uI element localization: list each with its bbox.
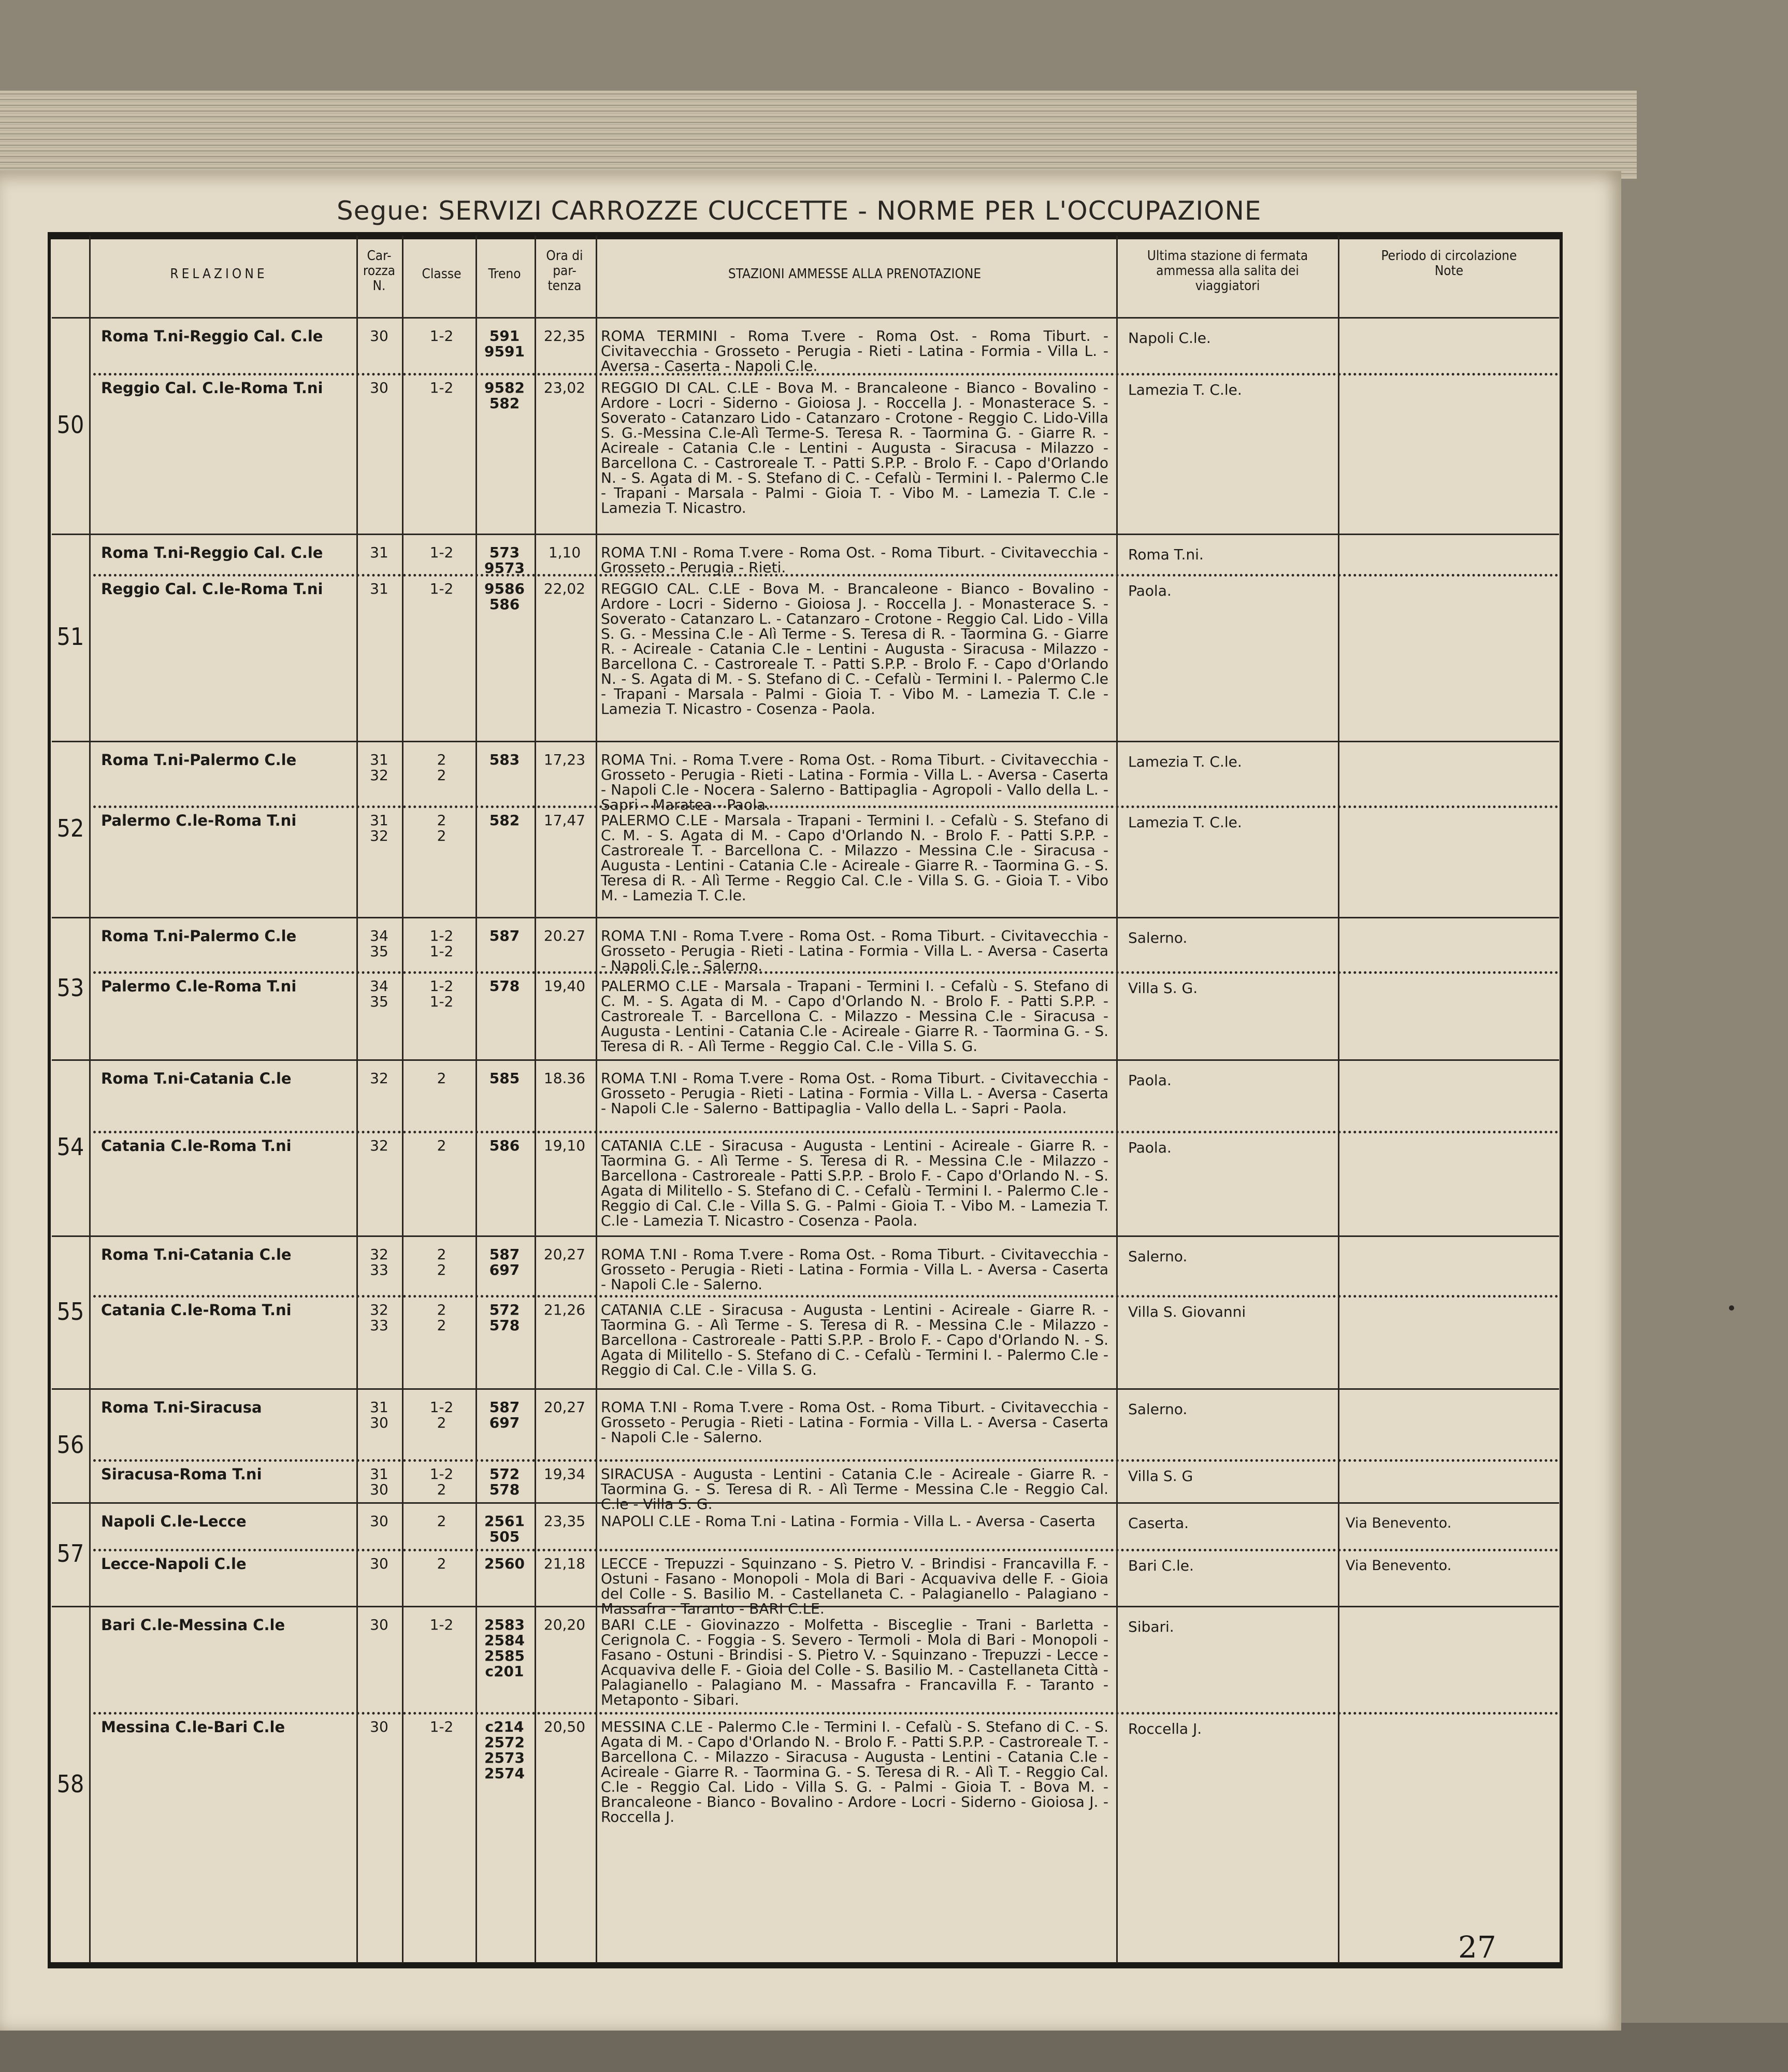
relazione-cell: Bari C.le-Messina C.le (101, 1616, 285, 1634)
classe-cell: 2 2 (437, 1301, 446, 1334)
ultima-stazione-cell: Villa S. G. (1128, 980, 1198, 997)
treno-cell: 587 697 (489, 1399, 520, 1431)
treno-cell: 585 (489, 1070, 520, 1087)
treno-cell: c214 2572 2573 2574 (484, 1718, 525, 1782)
group-rule (52, 1059, 1559, 1061)
margin-dot (1729, 1305, 1734, 1311)
treno-cell: 2561 505 (484, 1513, 525, 1545)
carrozza-cell: 30 (370, 1616, 388, 1633)
ora-partenza-cell: 21,18 (543, 1555, 586, 1572)
column-divider (1116, 236, 1118, 1963)
stazioni-cell: REGGIO CAL. C.LE - Bova M. - Brancaleone - Bianco - Bovalino - Ardore - Locri - Siderno - Gioiosa J. - Roccella J. - Monasterace S. - Soverato - Catanzaro L. - Catanzaro - Crotone - Reggio Cal. Lido - Villa S. G. - Messina C.le - Alì Terme - S. Teresa di R. - Taormina G. - Giarre R. - Acireale - Catania C.le - Lentini - Augusta - Siracusa - Milazzo - Barcellona C. - Castroreale T. - Patti S.P.P. - Brolo F. - Capo d'Orlando N. - S. Agata di M. - S. Stefano di C. - Cefalù - Termini I. - Palermo C.le - Trapani - Marsala - Palmi - Gioia T. - Vibo M. - Lamezia T. C.le - Lamezia T. Nicastro - Cosenza - Paola. (601, 580, 1108, 717)
ultima-stazione-cell: Roccella J. (1128, 1720, 1202, 1737)
relazione-cell: Roma T.ni-Reggio Cal. C.le (101, 544, 323, 562)
group-number: 58 (56, 1770, 84, 1798)
ora-partenza-cell: 17,47 (543, 812, 586, 829)
ora-partenza-cell: 19,10 (543, 1137, 586, 1154)
carrozza-cell: 30 (370, 327, 388, 344)
ora-partenza-cell: 20,20 (543, 1616, 586, 1633)
column-divider (596, 236, 597, 1963)
ora-partenza-cell: 20,27 (543, 1399, 586, 1416)
ora-partenza-cell: 23,35 (543, 1513, 586, 1530)
ora-partenza-cell: 22,02 (543, 580, 586, 597)
carrozza-cell: 30 (370, 1555, 388, 1572)
classe-cell: 2 (437, 1070, 446, 1087)
column-divider (356, 236, 358, 1963)
stazioni-cell: ROMA T.NI - Roma T.vere - Roma Ost. - Roma Tiburt. - Civitavecchia - Grosseto - Perugia - Rieti - Latina - Formia - Villa L. - Aversa - Caserta - Napoli C.le - Salerno. (601, 1399, 1108, 1446)
classe-cell: 2 2 (437, 1246, 446, 1278)
ultima-stazione-cell: Paola. (1128, 582, 1172, 599)
treno-cell: 587 697 (489, 1246, 520, 1278)
stazioni-cell: ROMA Tni. - Roma T.vere - Roma Ost. - Roma Tiburt. - Civitavecchia - Grosseto - Perugia - Rieti - Latina - Formia - Villa L. - Aversa - Caserta - Napoli C.le - Nocera - Salerno - Battipaglia - Agropoli - Vallo della L. - Sapri - Maratea - Paola. (601, 751, 1108, 813)
ultima-stazione-cell: Bari C.le. (1128, 1557, 1194, 1574)
periodo-note-cell: Via Benevento. (1346, 1558, 1452, 1574)
header-classe: Classe (422, 266, 462, 282)
stazioni-cell: PALERMO C.LE - Marsala - Trapani - Termini I. - Cefalù - S. Stefano di C. M. - S. Agata di M. - Capo d'Orlando N. - Brolo F. - Patti S.P.P. - Castroreale T. - Barcellona C. - Milazzo - Messina C.le - Siracusa - Augusta - Lentini - Catania C.le - Acireale - Giarre R. - Taormina G. - S. Teresa di R. - Alì Terme - Reggio Cal. C.le - Villa S. G. (601, 977, 1108, 1055)
ultima-stazione-cell: Sibari. (1128, 1618, 1174, 1635)
column-divider (475, 236, 477, 1963)
group-rule (52, 1388, 1559, 1390)
relazione-cell: Reggio Cal. C.le-Roma T.ni (101, 580, 323, 598)
carrozza-cell: 31 (370, 544, 388, 561)
classe-cell: 2 (437, 1555, 446, 1572)
row-divider (93, 1459, 1559, 1462)
ora-partenza-cell: 19,34 (543, 1465, 586, 1483)
stazioni-cell: ROMA TERMINI - Roma T.vere - Roma Ost. - Roma Tiburt. - Civitavecchia - Grosseto - Perugia - Rieti - Latina - Formia - Villa L. - Aversa - Caserta - Napoli C.le. (601, 327, 1108, 375)
carrozza-cell: 32 33 (370, 1301, 388, 1334)
ora-partenza-cell: 18.36 (543, 1070, 586, 1087)
ultima-stazione-cell: Villa S. Giovanni (1128, 1303, 1246, 1320)
ora-partenza-cell: 23,02 (543, 379, 586, 396)
relazione-cell: Roma T.ni-Catania C.le (101, 1246, 292, 1263)
ultima-stazione-cell: Lamezia T. C.le. (1128, 753, 1242, 770)
ultima-stazione-cell: Napoli C.le. (1128, 329, 1211, 347)
classe-cell: 2 (437, 1513, 446, 1530)
ora-partenza-cell: 22,35 (543, 327, 586, 344)
carrozza-cell: 31 (370, 580, 388, 597)
ora-partenza-cell: 20.27 (543, 927, 586, 944)
classe-cell: 1-2 2 (429, 1399, 454, 1431)
treno-cell: 587 (489, 927, 520, 944)
group-rule (52, 741, 1559, 742)
classe-cell: 1-2 (429, 379, 454, 396)
relazione-cell: Messina C.le-Bari C.le (101, 1718, 285, 1736)
treno-cell: 591 9591 (484, 327, 525, 360)
header-treno: Treno (488, 266, 521, 282)
classe-cell: 2 2 (437, 812, 446, 844)
classe-cell: 1-2 (429, 544, 454, 561)
stazioni-cell: BARI C.LE - Giovinazzo - Molfetta - Bisceglie - Trani - Barletta - Cerignola C. - Foggia - S. Severo - Termoli - Mola di Bari - Monopoli - Fasano - Ostuni - Brindisi - S. Pietro V. - Squinzano - Trepuzzi - Lecce - Acquaviva delle F. - Gioia del Colle - S. Basilio M. - Castellaneta Città - Palagianello - Palagiano M. - Massafra - Francavilla F. - Taranto - Metaponto - Sibari. (601, 1616, 1108, 1708)
carrozza-cell: 30 (370, 1718, 388, 1735)
relazione-cell: Roma T.ni-Reggio Cal. C.le (101, 327, 323, 345)
header-periodo-note: Periodo di circolazione Note (1381, 248, 1517, 279)
stazioni-cell: ROMA T.NI - Roma T.vere - Roma Ost. - Roma Tiburt. - Civitavecchia - Grosseto - Perugia - Rieti - Latina - Formia - Villa L. - Aversa - Caserta - Napoli C.le - Salerno. (601, 1246, 1108, 1293)
carrozza-cell: 31 30 (370, 1399, 388, 1431)
treno-cell: 582 (489, 812, 520, 829)
group-number: 57 (56, 1539, 84, 1567)
classe-cell: 1-2 2 (429, 1465, 454, 1498)
classe-cell: 1-2 (429, 1718, 454, 1735)
treno-cell: 2583 2584 2585 c201 (484, 1616, 525, 1680)
group-rule (52, 1235, 1559, 1237)
group-number: 54 (56, 1133, 84, 1161)
page-number: 27 (1458, 1930, 1496, 1965)
relazione-cell: Catania C.le-Roma T.ni (101, 1137, 292, 1155)
header-ultima-stazione: Ultima stazione di fermata ammessa alla salita dei viaggiatori (1147, 248, 1308, 294)
ultima-stazione-cell: Salerno. (1128, 1248, 1188, 1265)
ultima-stazione-cell: Salerno. (1128, 1401, 1188, 1418)
treno-cell: 9586 586 (484, 580, 525, 613)
relazione-cell: Lecce-Napoli C.le (101, 1555, 247, 1573)
relazione-cell: Roma T.ni-Siracusa (101, 1399, 262, 1416)
carrozza-cell: 30 (370, 1513, 388, 1530)
stazioni-cell: ROMA T.NI - Roma T.vere - Roma Ost. - Roma Tiburt. - Civitavecchia - Grosseto - Perugia - Rieti - Latina - Formia - Villa L. - Aversa - Caserta - Napoli C.le - Salerno - Battipaglia - Vallo della L. - Sapri - Paola. (601, 1070, 1108, 1117)
stazioni-cell: NAPOLI C.LE - Roma T.ni - Latina - Formia - Villa L. - Aversa - Caserta (601, 1513, 1095, 1530)
relazione-cell: Roma T.ni-Palermo C.le (101, 751, 297, 769)
ora-partenza-cell: 17,23 (543, 751, 586, 768)
row-divider (93, 1295, 1559, 1298)
stazioni-cell: MESSINA C.LE - Palermo C.le - Termini I. - Cefalù - S. Stefano di C. - S. Agata di M. - Capo d'Orlando N. - Brolo F. - Patti S.P.P. - Castroreale T. - Barcellona C. - Milazzo - Siracusa - Augusta - Lentini - Catania C.le - Acireale - Giarre R. - Taormina G. - S. Teresa di R. - Alì T. - Reggio Cal. C.le - Reggio Cal. Lido - Villa S. G. - Palmi - Gioia T. - Bova M. - Brancaleone - Bianco - Bovalino - Ardore - Locri - Siderno - Gioiosa J. - Roccella J. (601, 1718, 1108, 1825)
ultima-stazione-cell: Roma T.ni. (1128, 546, 1204, 563)
stazioni-cell: SIRACUSA - Augusta - Lentini - Catania C.le - Acireale - Giarre R. - Taormina G. - S. Teresa di R. - Alì Terme - Messina C.le - Reggio Cal. C.le - Villa S. G. (601, 1465, 1108, 1513)
ultima-stazione-cell: Paola. (1128, 1072, 1172, 1089)
treno-cell: 578 (489, 977, 520, 995)
carrozza-cell: 34 35 (370, 927, 388, 960)
ora-partenza-cell: 1,10 (548, 544, 581, 561)
row-divider (93, 1549, 1559, 1551)
ora-partenza-cell: 20,27 (543, 1246, 586, 1263)
stazioni-cell: LECCE - Trepuzzi - Squinzano - S. Pietro V. - Brindisi - Francavilla F. - Ostuni - Fasano - Monopoli - Mola di Bari - Acquaviva delle F. - Gioia del Colle - S. Basilio M. - Castellaneta C. - Palagianello - Palagiano - Massafra - Taranto - BARI C.LE. (601, 1555, 1108, 1617)
classe-cell: 1-2 (429, 1616, 454, 1633)
stazioni-cell: CATANIA C.LE - Siracusa - Augusta - Lentini - Acireale - Giarre R. - Taormina G. - Alì Terme - S. Teresa di R. - Messina C.le - Milazzo - Barcellona - Castroreale - Patti S.P.P. - Brolo F. - Capo d'Orlando N. - S. Agata di Militello - S. Stefano di C. - Cefalù - Termini I. - Palermo C.le - Reggio di Cal. C.le - Villa S. G. - Palmi - Gioia T. - Vibo M. - Lamezia T. C.le - Lamezia T. Nicastro - Cosenza - Paola. (601, 1137, 1108, 1229)
carrozza-cell: 31 32 (370, 812, 388, 844)
ora-partenza-cell: 21,26 (543, 1301, 586, 1318)
group-rule (52, 917, 1559, 918)
relazione-cell: Catania C.le-Roma T.ni (101, 1301, 292, 1319)
group-number: 55 (56, 1297, 84, 1326)
stazioni-cell: CATANIA C.LE - Siracusa - Augusta - Lentini - Acireale - Giarre R. - Taormina G. - Alì Terme - S. Teresa di R. - Messina C.le - Milazzo - Barcellona - Castroreale - Patti S.P.P. - Brolo F. - Capo d'Orlando N. - S. Agata di Militello - S. Stefano di C. - Cefalù - Termini I. - Palermo C.le - Reggio di Cal. C.le - Villa S. G. (601, 1301, 1108, 1378)
group-number: 56 (56, 1431, 84, 1459)
treno-cell: 9582 582 (484, 379, 525, 412)
carrozza-cell: 32 (370, 1137, 388, 1154)
page-title: Segue: SERVIZI CARROZZE CUCCETTE - NORME PER L'OCCUPAZIONE (337, 196, 1262, 226)
ultima-stazione-cell: Villa S. G (1128, 1467, 1193, 1485)
ultima-stazione-cell: Lamezia T. C.le. (1128, 814, 1242, 831)
ultima-stazione-cell: Caserta. (1128, 1515, 1189, 1532)
column-divider (402, 236, 403, 1963)
treno-cell: 573 9573 (484, 544, 525, 577)
relazione-cell: Siracusa-Roma T.ni (101, 1465, 262, 1483)
header-relazione: RELAZIONE (170, 266, 268, 282)
treno-cell: 586 (489, 1137, 520, 1154)
treno-cell: 2560 (484, 1555, 525, 1572)
group-number: 53 (56, 973, 84, 1002)
treno-cell: 583 (489, 751, 520, 768)
group-number: 50 (56, 411, 84, 439)
classe-cell: 1-2 (429, 580, 454, 597)
carrozza-cell: 32 33 (370, 1246, 388, 1278)
relazione-cell: Palermo C.le-Roma T.ni (101, 812, 297, 829)
ultima-stazione-cell: Paola. (1128, 1139, 1172, 1156)
stazioni-cell: REGGIO DI CAL. C.LE - Bova M. - Brancaleone - Bianco - Bovalino - Ardore - Locri - Siderno - Gioiosa J. - Roccella J. - Monasterace S. - Soverato - Catanzaro Lido - Catanzaro - Crotone - Reggio C. Lido-Villa S. G.-Messina C.le-Alì Terme-S. Teresa R. - Taormina G. - Giarre R. - Acireale - Catania C.le - Lentini - Augusta - Siracusa - Milazzo - Barcellona C. - Castroreale T. - Patti S.P.P. - Brolo F. - Capo d'Orlando N. - S. Agata di M. - S. Stefano di C. - Cefalù - Termini I. - Palermo C.le - Trapani - Marsala - Palmi - Gioia T. - Vibo M. - Lamezia T. C.le - Lamezia T. Nicastro. (601, 379, 1108, 516)
treno-cell: 572 578 (489, 1465, 520, 1498)
treno-cell: 572 578 (489, 1301, 520, 1334)
stazioni-cell: ROMA T.NI - Roma T.vere - Roma Ost. - Roma Tiburt. - Civitavecchia - Grosseto - Perugia - Rieti - Latina - Formia - Villa L. - Aversa - Caserta - Napoli C.le - Salerno. (601, 927, 1108, 974)
row-divider (93, 1712, 1559, 1715)
relazione-cell: Palermo C.le-Roma T.ni (101, 977, 297, 995)
header-carrozza: Car- rozza N. (363, 248, 396, 294)
ora-partenza-cell: 20,50 (543, 1718, 586, 1735)
carrozza-cell: 31 30 (370, 1465, 388, 1498)
relazione-cell: Reggio Cal. C.le-Roma T.ni (101, 379, 323, 397)
column-divider (535, 236, 536, 1963)
classe-cell: 2 (437, 1137, 446, 1154)
carrozza-cell: 30 (370, 379, 388, 396)
group-number: 51 (56, 623, 84, 651)
stazioni-cell: ROMA T.NI - Roma T.vere - Roma Ost. - Roma Tiburt. - Civitavecchia - Grosseto - Perugia - Rieti. (601, 544, 1108, 576)
column-divider (89, 236, 91, 1963)
ultima-stazione-cell: Salerno. (1128, 929, 1188, 946)
book-page-edges (0, 91, 1637, 179)
relazione-cell: Roma T.ni-Catania C.le (101, 1070, 292, 1087)
periodo-note-cell: Via Benevento. (1346, 1515, 1452, 1531)
relazione-cell: Napoli C.le-Lecce (101, 1513, 247, 1530)
carrozza-cell: 34 35 (370, 977, 388, 1010)
carrozza-cell: 31 32 (370, 751, 388, 784)
ultima-stazione-cell: Lamezia T. C.le. (1128, 381, 1242, 398)
classe-cell: 1-2 (429, 327, 454, 344)
header-rule (52, 317, 1559, 319)
classe-cell: 1-2 1-2 (429, 977, 454, 1010)
group-rule (52, 534, 1559, 535)
stazioni-cell: PALERMO C.LE - Marsala - Trapani - Termini I. - Cefalù - S. Stefano di C. M. - S. Agata di M. - Capo d'Orlando N. - Brolo F. - Patti S.P.P. - Castroreale T. - Barcellona C. - Milazzo - Messina C.le - Siracusa - Augusta - Lentini - Catania C.le - Acireale - Giarre R. - Taormina G. - S. Teresa di R. - Alì Terme - Reggio Cal. C.le - Villa S. G. - Gioia T. - Vibo M. - Lamezia T. C.le. (601, 812, 1108, 904)
relazione-cell: Roma T.ni-Palermo C.le (101, 927, 297, 945)
group-number: 52 (56, 814, 84, 842)
header-stazioni: STAZIONI AMMESSE ALLA PRENOTAZIONE (728, 266, 982, 282)
classe-cell: 1-2 1-2 (429, 927, 454, 960)
ora-partenza-cell: 19,40 (543, 977, 586, 995)
classe-cell: 2 2 (437, 751, 446, 784)
column-divider (1338, 236, 1339, 1963)
header-ora-partenza: Ora di par- tenza (546, 248, 583, 294)
carrozza-cell: 32 (370, 1070, 388, 1087)
row-divider (93, 1131, 1559, 1133)
